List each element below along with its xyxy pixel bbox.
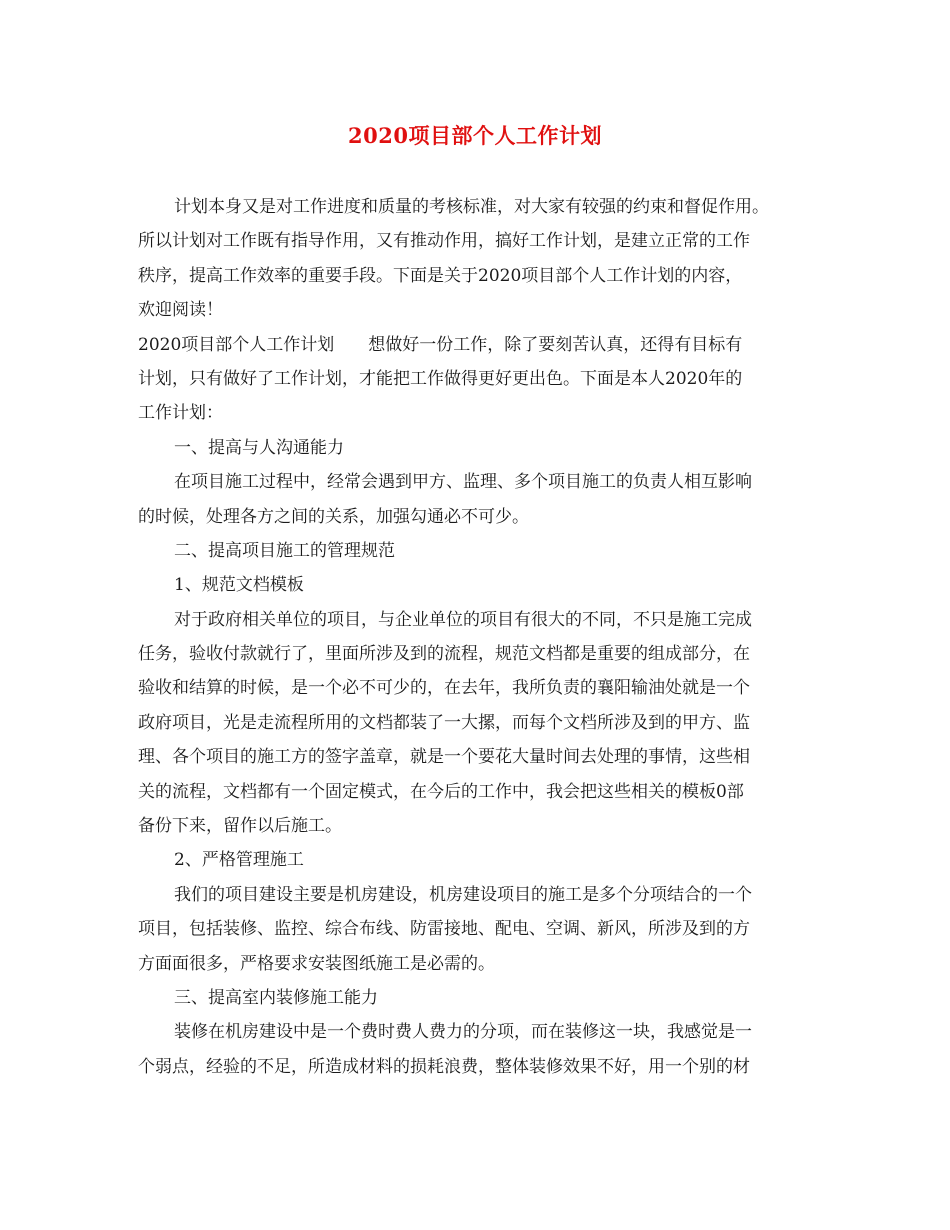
paragraph-line: 在项目施工过程中，经常会遇到甲方、监理、多个项目施工的负责人相互影响 [174, 472, 752, 493]
paragraph-line: 备份下来，留作以后施工。 [138, 816, 342, 837]
paragraph-line: 方面面很多，严格要求安装图纸施工是必需的。 [138, 953, 495, 974]
paragraph-line: 的时候，处理各方之间的关系，加强勾通必不可少。 [138, 506, 529, 527]
subsection-heading: 2、严格管理施工 [174, 850, 304, 871]
paragraph-line: 理、各个项目的施工方的签字盖章，就是一个要花大量时间去处理的事情，这些相 [138, 747, 750, 768]
paragraph-line: 项目，包括装修、监控、综合布线、防雷接地、配电、空调、新风，所涉及到的方 [138, 919, 750, 940]
paragraph-line: 工作计划： [138, 403, 223, 424]
paragraph-line: 对于政府相关单位的项目，与企业单位的项目有很大的不同，不只是施工完成 [174, 609, 752, 630]
document-body [138, 190, 818, 1084]
section-heading: 三、提高室内装修施工能力 [174, 987, 378, 1008]
paragraph-line: 秩序，提高工作效率的重要手段。下面是关于2020项目部个人工作计划的内容， [138, 265, 743, 286]
paragraph-line: 计划，只有做好了工作计划，才能把工作做得更好更出色。下面是本人2020年的 [138, 368, 743, 389]
subsection-heading: 1、规范文档模板 [174, 575, 304, 596]
paragraph-line: 2020项目部个人工作计划 想做好一份工作，除了要刻苦认真，还得有目标有 [138, 334, 743, 355]
paragraph-line: 计划本身又是对工作进度和质量的考核标准，对大家有较强的约束和督促作用。 [174, 197, 769, 217]
section-heading: 二、提高项目施工的管理规范 [174, 540, 395, 561]
paragraph-line: 欢迎阅读！ [138, 300, 223, 321]
paragraph-line: 个弱点，经验的不足，所造成材料的损耗浪费，整体装修效果不好，用一个别的材 [138, 1056, 750, 1077]
paragraph-line: 任务，验收付款就行了，里面所涉及到的流程，规范文档都是重要的组成部分，在 [138, 644, 750, 665]
paragraph-line: 我们的项目建设主要是机房建设，机房建设项目的施工是多个分项结合的一个 [174, 884, 752, 905]
document-title: 2020项目部个人工作计划 [348, 123, 602, 148]
paragraph-line: 关的流程，文档都有一个固定模式，在今后的工作中，我会把这些相关的模板0部 [138, 781, 744, 802]
section-heading: 一、提高与人沟通能力 [174, 437, 344, 458]
paragraph-line: 所以计划对工作既有指导作用，又有推动作用，搞好工作计划，是建立正常的工作 [138, 231, 750, 252]
paragraph-line: 政府项目，光是走流程所用的文档都装了一大摞，而每个文档所涉及到的甲方、监 [138, 712, 750, 733]
paragraph-line: 验收和结算的时候，是一个必不可少的，在去年，我所负责的襄阳输油处就是一个 [138, 678, 750, 699]
paragraph-line: 装修在机房建设中是一个费时费人费力的分项，而在装修这一块，我感觉是一 [174, 1022, 752, 1043]
